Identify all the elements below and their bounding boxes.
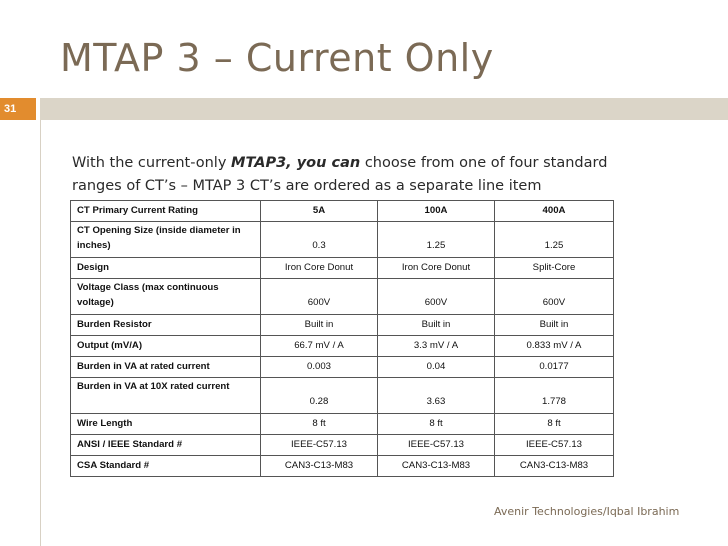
table-cell: 8 ft xyxy=(495,414,614,435)
table-cell: CAN3-C13-M83 xyxy=(261,456,378,477)
table-cell: 1.25 xyxy=(495,222,614,258)
table-cell: CAN3-C13-M83 xyxy=(495,456,614,477)
footer-credit: Avenir Technologies/Iqbal Ibrahim xyxy=(494,505,680,518)
table-cell: Built in xyxy=(378,315,495,336)
row-label: CSA Standard # xyxy=(71,456,261,477)
table-cell: 1.25 xyxy=(378,222,495,258)
column-header: 400A xyxy=(495,201,614,222)
intro-paragraph xyxy=(72,152,632,198)
left-divider xyxy=(40,120,41,546)
column-header: 100A xyxy=(378,201,495,222)
ct-spec-table xyxy=(70,200,614,477)
title-band xyxy=(40,98,728,120)
table-cell: Iron Core Donut xyxy=(261,258,378,279)
table-row xyxy=(71,414,614,435)
table-cell: 600V xyxy=(495,279,614,315)
table-cell: Built in xyxy=(261,315,378,336)
row-label: Voltage Class (max continuous voltage) xyxy=(71,279,261,315)
table-cell: 3.63 xyxy=(378,378,495,414)
table-cell: CAN3-C13-M83 xyxy=(378,456,495,477)
intro-text-before: With the current-only xyxy=(72,155,232,171)
table-cell: 8 ft xyxy=(261,414,378,435)
table-cell: 0.04 xyxy=(378,357,495,378)
row-label: Design xyxy=(71,258,261,279)
table-cell: 0.833 mV / A xyxy=(495,336,614,357)
row-label: Output (mV/A) xyxy=(71,336,261,357)
table-cell: Split-Core xyxy=(495,258,614,279)
row-label: Wire Length xyxy=(71,414,261,435)
table-cell: 0.3 xyxy=(261,222,378,258)
table-cell: 3.3 mV / A xyxy=(378,336,495,357)
table-cell: IEEE-C57.13 xyxy=(261,435,378,456)
row-label: Burden Resistor xyxy=(71,315,261,336)
table-cell: 66.7 mV / A xyxy=(261,336,378,357)
table-cell: 1.778 xyxy=(495,378,614,414)
row-label: ANSI / IEEE Standard # xyxy=(71,435,261,456)
table-row xyxy=(71,378,614,414)
table-row xyxy=(71,336,614,357)
table-cell: 0.0177 xyxy=(495,357,614,378)
table-row xyxy=(71,315,614,336)
table-header-row xyxy=(71,201,614,222)
table-row xyxy=(71,435,614,456)
row-label: Burden in VA at rated current xyxy=(71,357,261,378)
table-row xyxy=(71,456,614,477)
table-cell: Iron Core Donut xyxy=(378,258,495,279)
table-cell: IEEE-C57.13 xyxy=(378,435,495,456)
column-header: 5A xyxy=(261,201,378,222)
intro-text-after: choose from one of four standard ranges of CT’s – MTAP 3 CT’s are ordered as a separate line item xyxy=(72,155,608,194)
table-cell: 8 ft xyxy=(378,414,495,435)
table-cell: 600V xyxy=(378,279,495,315)
row-label: Burden in VA at 10X rated current xyxy=(71,378,261,414)
table-row xyxy=(71,222,614,258)
table-cell: IEEE-C57.13 xyxy=(495,435,614,456)
row-label: CT Primary Current Rating xyxy=(71,201,261,222)
intro-emphasis: MTAP3, you can xyxy=(231,155,361,171)
table-cell: 0.003 xyxy=(261,357,378,378)
slide-title: MTAP 3 – Current Only xyxy=(60,36,494,80)
table-cell: 600V xyxy=(261,279,378,315)
table-row xyxy=(71,357,614,378)
table-cell: 0.28 xyxy=(261,378,378,414)
table-row xyxy=(71,258,614,279)
row-label: CT Opening Size (inside diameter in inches) xyxy=(71,222,261,258)
table-cell: Built in xyxy=(495,315,614,336)
slide-number: 31 xyxy=(0,98,36,120)
table-row xyxy=(71,279,614,315)
